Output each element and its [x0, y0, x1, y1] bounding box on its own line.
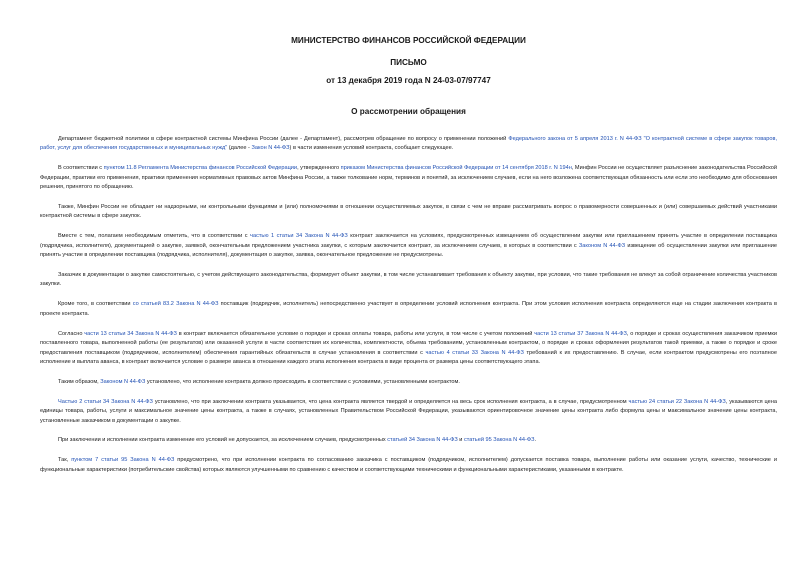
- paragraph-text: При заключении и исполнении контракта изменение его условий не допускается, за исключением случаев, предусмотренных: [58, 437, 388, 444]
- document-link[interactable]: Законом N 44-ФЗ: [578, 242, 626, 249]
- document-link[interactable]: статьей 95 Закона N 44-ФЗ: [463, 437, 535, 444]
- document-link[interactable]: частью 1 статьи 34 Закона N 44-ФЗ: [250, 233, 348, 240]
- paragraph-text: установлено, что при заключении контракта указывается, что цена контракта является твердой и определяется на весь срок исполнения контракта, а в случае, предусмотренном: [152, 398, 629, 405]
- paragraph: [40, 330, 777, 368]
- paragraph: [40, 378, 777, 387]
- paragraph: [40, 232, 777, 260]
- document-link[interactable]: Федерального закона от 5 апреля 2013 г. N 44-ФЗ "О контрактной системе в сфере закупок товаров, работ, услуг для обеспечения государственных и муниципальных нужд": [40, 136, 777, 152]
- paragraph-text: (далее -: [227, 145, 252, 152]
- paragraph-text: установлено, что исполнение контракта должно происходить в соответствии с условиями, установленными контрактом.: [145, 378, 460, 385]
- paragraph-text: , утвержденного: [297, 165, 341, 172]
- document-link[interactable]: частью 4 статьи 33 Закона N 44-ФЗ: [425, 349, 524, 356]
- paragraph-text: и: [457, 437, 464, 444]
- paragraph: [40, 300, 777, 319]
- paragraph: [40, 271, 777, 290]
- paragraph: [40, 456, 777, 475]
- paragraph-text: контракт заключается на условиях, предусмотренных извещением об осуществлении закупки или приглашением принять участие в определении поставщика (подрядчика, исполнителя), документацией о закупке, заявкой, окончательным предложением участника закупки, с которым заключается контракт, за исключением случаев, в которых в соответствии с: [40, 233, 778, 249]
- document-body: [40, 135, 777, 475]
- document-link[interactable]: Законом N 44-ФЗ: [100, 378, 146, 385]
- paragraph: [40, 203, 777, 222]
- paragraph-text: ) в части изменения условий контракта, сообщает следующее.: [289, 145, 454, 152]
- paragraph-text: , Минфин России не осуществляет разъяснение законодательства Российской Федерации, практики его применения, практики применения нормативных правовых актов Минфина России, а также толкование норм, терминов и понятий, за исключением случаев, если на него возложена соответствующая обязанность или если это необходимо для обоснования решения, принятого по обращению.: [40, 165, 777, 191]
- paragraph: [40, 164, 777, 192]
- paragraph-text: Так,: [58, 457, 72, 464]
- paragraph-text: Заказчик в документации о закупке самостоятельно, с учетом действующего законодательства, формирует объект закупки, в том числе устанавливает требования к объекту закупки, при условии, что такие требования не влекут за собой ограничение количества участников закупки.: [40, 272, 777, 288]
- paragraph: [40, 398, 777, 426]
- document-link[interactable]: Закон N 44-ФЗ: [251, 145, 290, 152]
- paragraph-text: Кроме того, в соответствии: [58, 301, 133, 308]
- doc-date-number: от 13 декабря 2019 года N 24-03-07/97747: [326, 76, 491, 85]
- document-link[interactable]: части 13 статьи 37 Закона N 44-ФЗ: [534, 330, 627, 337]
- paragraph: [40, 436, 777, 445]
- paragraph-text: предусмотрено, что при исполнении контракта по согласованию заказчика с поставщиком (подрядчиком, исполнителем) допускается поставка товара, выполнение работы или оказание услуги, качество, технические и функциональные характеристики (потребительские свойства) которых являются улучшенными по сравнению с качеством и соответствующими техническими и функциональными характеристиками, указанными в контракте.: [40, 457, 777, 473]
- ministry-heading: МИНИСТЕРСТВО ФИНАНСОВ РОССИЙСКОЙ ФЕДЕРАЦИИ: [291, 36, 526, 45]
- paragraph-text: .: [534, 437, 537, 444]
- document-link[interactable]: пунктом 11.8 Регламента Министерства финансов Российской Федерации: [103, 165, 298, 172]
- doc-type-heading: ПИСЬМО: [390, 58, 427, 67]
- paragraph-text: Таким образом,: [58, 378, 101, 385]
- paragraph-text: Вместе с тем, полагаем необходимым отметить, что в соответствии с: [58, 233, 251, 240]
- paragraph-text: извещение об осуществлении закупки или приглашение принять участие в определении поставщика (подрядчика, исполнителя), документация о закупке, заявка, окончательное предложение не предусмотрены.: [40, 242, 777, 259]
- paragraph-text: поставщик (подрядчик, исполнитель) непосредственно участвует в определении условий исполнения контракта. При этом условия исполнения контракта определяются еще на стадии заключения контракта в проекте контракта.: [40, 301, 777, 317]
- paragraph: [40, 135, 777, 154]
- doc-subject: О рассмотрении обращения: [351, 107, 466, 116]
- paragraph-text: , о порядке и сроках осуществления заказчиком приемки поставленного товара, выполненной работы (ее результатов) или оказанной услуги в части соответствия их количества, комплектности, объема требованиям, установленным контрактом, о порядке и сроках оформления результатов такой приемки, а также о порядке и сроке предоставления поставщиком (подрядчиком, исполнителем) обеспечения гарантийных обязательств в случае установления в соответствии с: [40, 330, 777, 356]
- paragraph-text: , указываются цена единицы товара, работы, услуги и максимальное значение цены контракта, а также в случаях, установленных Правительством Российской Федерации, указываются ориентировочное значение цены контракта либо формула цены и максимальное значение цены контракта, установленные заказчиком в документации о закупке.: [40, 398, 777, 424]
- paragraph-text: Департамент бюджетной политики в сфере контрактной системы Минфина России (далее - Департамент), рассмотрев обращение по вопросу о применении положений: [58, 136, 509, 142]
- document-link[interactable]: пунктом 7 статьи 95 Закона N 44-ФЗ: [71, 457, 175, 464]
- document-link[interactable]: со статьей 83.2 Закона N 44-ФЗ: [132, 301, 219, 308]
- document-link[interactable]: части 13 статьи 34 Закона N 44-ФЗ: [84, 330, 177, 337]
- paragraph-text: Согласно: [58, 330, 85, 337]
- paragraph-text: требований к их предоставлению. В случае, если контрактом предусмотрены его поэтапное исполнение и выплата аванса, в контракт включается условие о размере аванса в отношении каждого этапа исполнения контракта в виде процента от размера цены соответствующего этапа.: [40, 349, 777, 365]
- document-link[interactable]: Частью 2 статьи 34 Закона N 44-ФЗ: [58, 398, 153, 405]
- document-link[interactable]: частью 24 статьи 22 Закона N 44-ФЗ: [628, 398, 726, 405]
- paragraph-text: в контракт включается обязательное условие о порядке и сроках оплаты товара, работы или услуги, в том числе с учетом положений: [176, 330, 535, 337]
- paragraph-text: В соответствии с: [58, 165, 104, 172]
- document-link[interactable]: приказом Министерства финансов Российской Федерации от 14 сентября 2018 г. N 194н: [340, 165, 572, 172]
- document-link[interactable]: статьей 34 Закона N 44-ФЗ: [387, 437, 458, 444]
- paragraph-text: Также, Минфин России не обладает ни надзорными, ни контрольными функциями и (или) полномочиями в отношении осуществляемых закупок, в связи с чем не вправе рассматривать вопрос о правомерности совершенных и (или) совершаемых действий участниками контрактной системы в сфере закупок.: [40, 204, 777, 220]
